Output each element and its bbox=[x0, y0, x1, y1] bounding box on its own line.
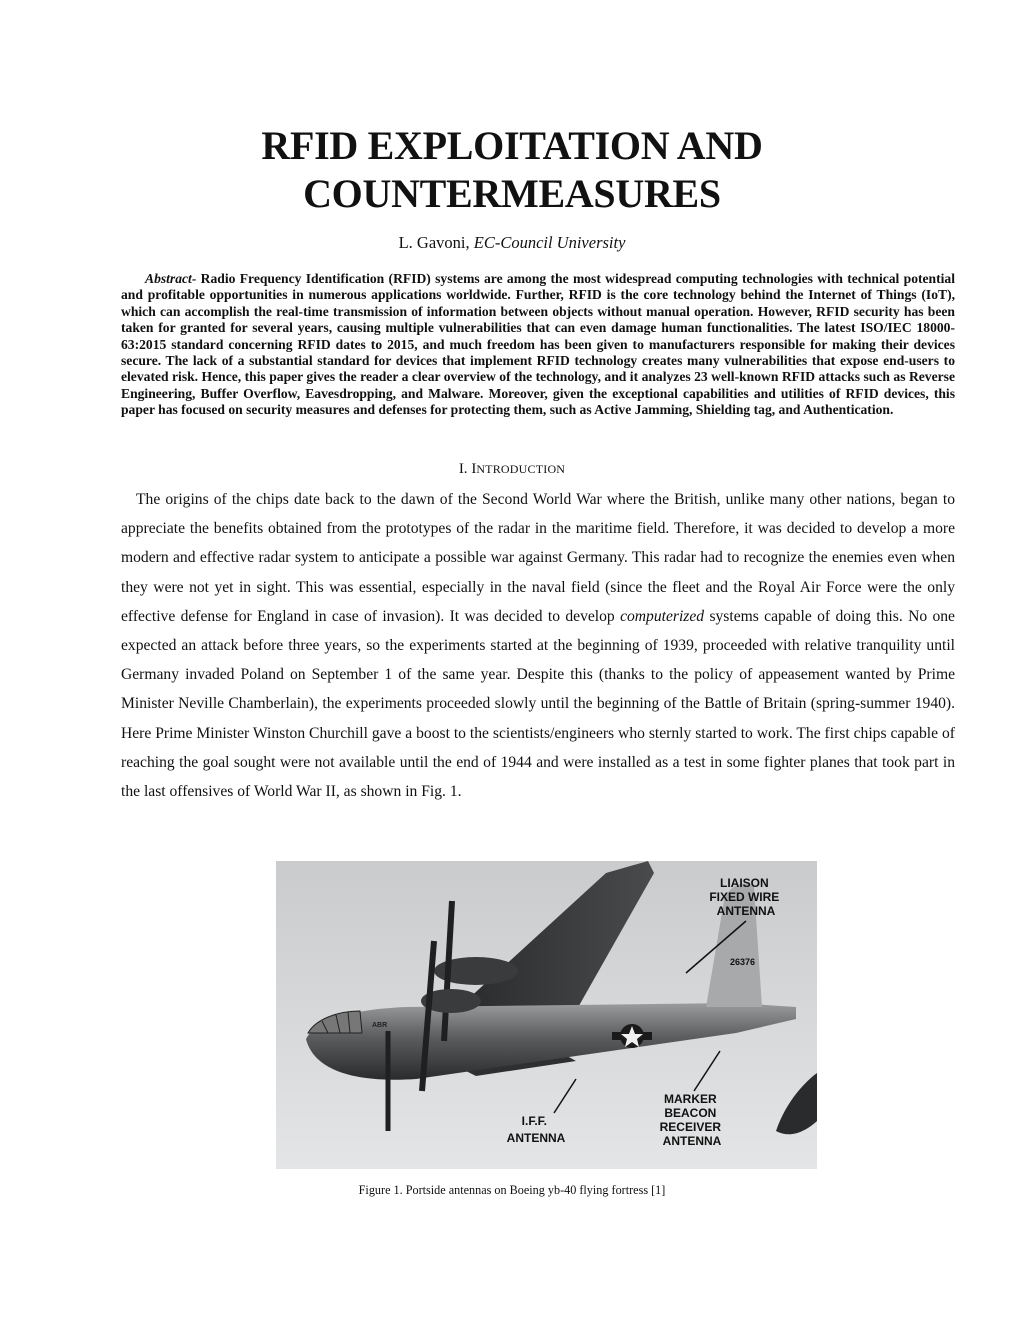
nose-text: ABR bbox=[372, 1022, 388, 1029]
author-name: L. Gavoni, bbox=[398, 233, 470, 252]
figure-1-aircraft-photo bbox=[276, 861, 817, 1169]
abstract-label: Abstract- bbox=[145, 271, 197, 286]
section-title-initial: I bbox=[471, 461, 477, 477]
label-marker-beacon: MARKER BEACON RECEIVER ANTENNA bbox=[659, 1092, 722, 1148]
title-line-1: RFID EXPLOITATION AND bbox=[261, 123, 763, 168]
section-heading-introduction bbox=[0, 459, 1024, 479]
abstract bbox=[121, 271, 955, 419]
paragraph-part-2: systems capable of doing this. No one expected an attack before three years, so the experiments started at the beginning of 1939, proceeded with relative tranquility until Germany invaded Poland on September 1 of the same year. Despite this (thanks to the policy of appeasement wanted by Prime Minister Neville Chamberlain), the experiments proceeded slowly until the beginning of the Battle of Britain (spring-summer 1940). Here Prime Minister Winston Churchill gave a boost to the scientists/engineers who sternly started to work. The first chips capable of reaching the goal sought were not available until the end of 1944 and were installed as a test in some fighter planes that took part in the last offensives of World War II, as shown in Fig. 1. bbox=[121, 607, 955, 801]
section-title-rest: NTRODUCTION bbox=[476, 462, 566, 476]
paragraph-part-1: The origins of the chips date back to the dawn of the Second World War where the British, unlike many other nations, began to appreciate the benefits obtained from the prototypes of the radar in the maritime field. Therefore, it was decided to develop a more modern and effective radar system to anticipate a possible war against Germany. This radar had to recognize the enemies even when they were not yet in sight. This was essential, especially in the naval field (since the fleet and the Royal Air Force were the only effective defense for England in case of invasion). It was decided to develop bbox=[121, 491, 955, 625]
paragraph-emphasis: computerized bbox=[620, 607, 705, 625]
paper-title bbox=[0, 122, 1024, 218]
label-liaison-antenna: LIAISON FIXED WIRE ANTENNA bbox=[709, 876, 780, 918]
label-iff-antenna: I.F.F. ANTENNA bbox=[506, 1114, 566, 1145]
introduction-paragraph bbox=[121, 485, 955, 806]
section-number: I. bbox=[458, 461, 468, 477]
title-line-2: COUNTERMEASURES bbox=[303, 171, 721, 216]
abstract-text: Radio Frequency Identification (RFID) systems are among the most widespread computing technologies with technical potential and profitable opportunities in numerous applications worldwide. Further, RFID is the core technology behind the Internet of Things (IoT), which can accomplish the real-time transmission of information between objects without manual operation. However, RFID security has been taken for granted for several years, causing multiple vulnerabilities that can even damage human functionalities. The latest ISO/IEC 18000-63:2015 standard concerning RFID dates to 2015, and much freedom has been given to manufacturers responsible for making their devices secure. The lack of a substantial standard for devices that implement RFID technology creates many vulnerabilities that expose end-users to elevated risk. Hence, this paper gives the reader a clear overview of the technology, and it analyzes 23 well-known RFID attacks such as Reverse Engineering, Buffer Overflow, Eavesdropping, and Malware. Moreover, given the exceptional capabilities and utilities of RFID devices, this paper has focused on security measures and defenses for protecting them, such as Active Jamming, Shielding tag, and Authentication. bbox=[121, 271, 955, 418]
author-affiliation: EC-Council University bbox=[473, 233, 626, 252]
author-line bbox=[0, 232, 1024, 254]
aircraft-illustration bbox=[276, 861, 817, 1169]
tail-number: 26376 bbox=[730, 957, 756, 967]
figure-caption: Figure 1. Portside antennas on Boeing yb-40 flying fortress [1] bbox=[358, 1183, 666, 1197]
